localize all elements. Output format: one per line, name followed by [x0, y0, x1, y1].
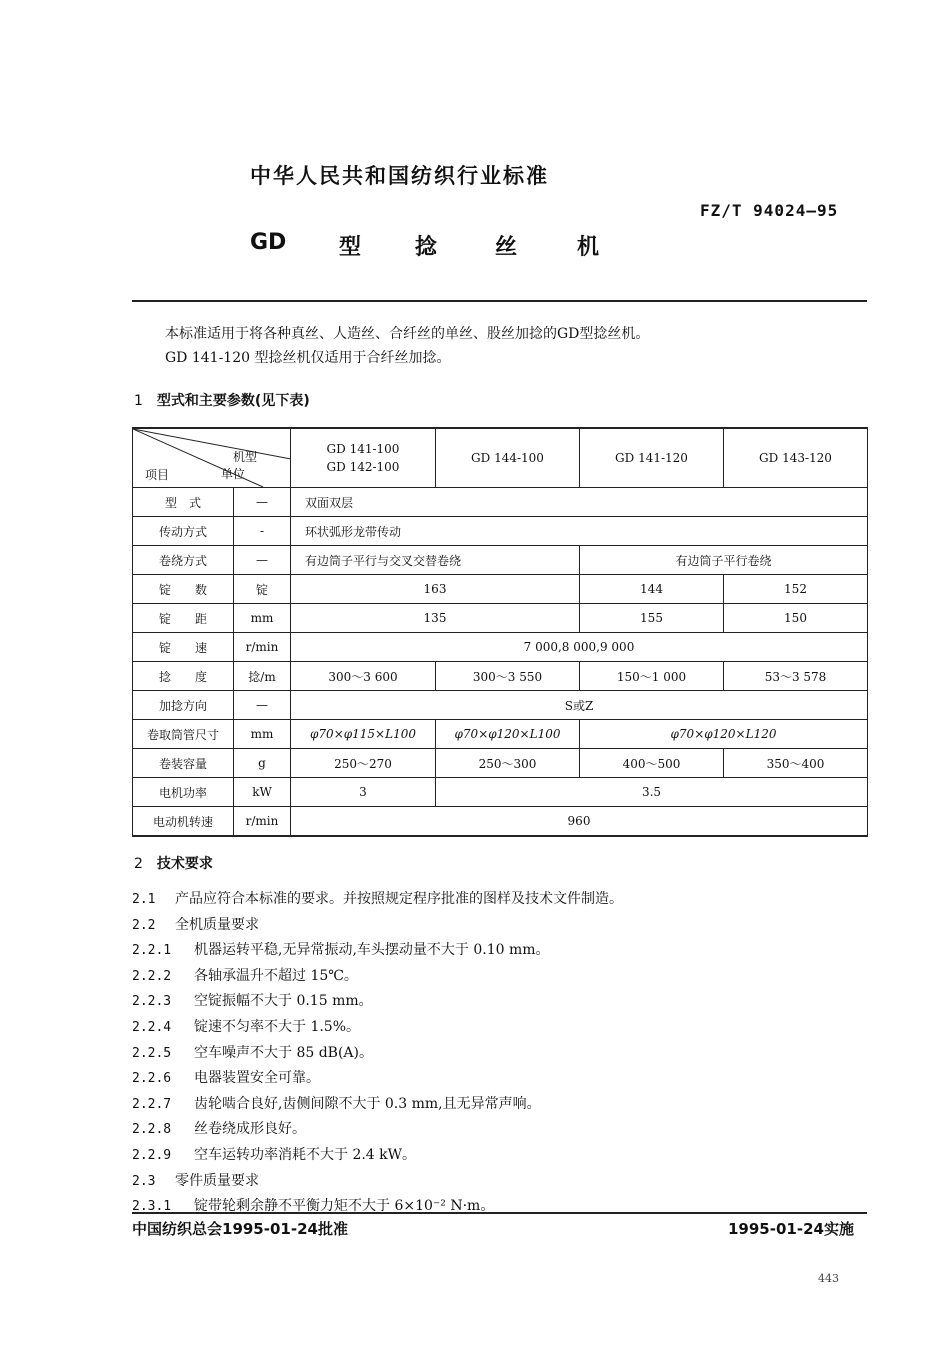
clause-text: 齿轮啮合良好,齿侧间隙不大于 0.3 mm,且无异常声响。	[194, 1095, 541, 1112]
requirements-list	[132, 887, 623, 1220]
clause-number: 2.1	[132, 892, 156, 907]
clause-text: 零件质量要求	[175, 1172, 259, 1189]
clause-text: 锭带轮剩余静不平衡力矩不大于 6×10⁻² N·m。	[194, 1198, 495, 1215]
row-value: 3.5	[436, 778, 868, 807]
table-row	[133, 720, 868, 749]
row-unit: mm	[234, 604, 291, 633]
table-row	[133, 807, 868, 837]
row-value: 有边筒子平行与交叉交替卷绕	[291, 546, 580, 575]
row-label: 锭 距	[133, 604, 234, 633]
clause-number: 2.2.4	[132, 1019, 172, 1035]
section-title: 型式和主要参数(见下表)	[156, 393, 310, 409]
table-row	[133, 778, 868, 807]
row-value: φ70×φ115×L100	[291, 720, 436, 749]
list-item	[132, 1143, 623, 1169]
clause-text: 锭速不匀率不大于 1.5%。	[194, 1018, 361, 1035]
clause-text: 全机质量要求	[175, 916, 259, 933]
row-unit: g	[234, 749, 291, 778]
list-item	[132, 1117, 623, 1143]
row-value: 152	[724, 575, 868, 604]
clause-number: 2.2.9	[132, 1147, 172, 1163]
list-item	[132, 1066, 623, 1092]
clause-number: 2.2	[132, 917, 156, 933]
model-header: GD 143-120	[724, 428, 868, 488]
standard-code: FZ/T 94024—95	[700, 201, 839, 220]
row-label: 电动机转速	[133, 807, 234, 837]
table-row	[133, 575, 868, 604]
footer-divider	[132, 1212, 867, 1214]
title-char: 型	[339, 235, 362, 260]
row-value: 有边筒子平行卷绕	[580, 546, 868, 575]
corner-model-label: 机型	[233, 450, 258, 464]
model-header	[291, 428, 436, 488]
row-value: 300～3 600	[291, 662, 436, 691]
row-value: 144	[580, 575, 724, 604]
row-value: 163	[291, 575, 580, 604]
clause-text: 空车运转功率消耗不大于 2.4 kW。	[194, 1146, 417, 1163]
row-label: 卷绕方式	[133, 546, 234, 575]
clause-number: 2.2.6	[132, 1071, 172, 1087]
list-item	[132, 989, 623, 1015]
row-unit: r/min	[234, 807, 291, 837]
approval-date: 中国纺织总会1995-01-24批准	[132, 1220, 348, 1238]
implementation-date: 1995-01-24实施	[728, 1220, 854, 1238]
row-value: 环状弧形龙带传动	[291, 517, 868, 546]
row-value: 250～270	[291, 749, 436, 778]
clause-number: 2.3	[132, 1173, 156, 1189]
title-char: 丝	[495, 235, 518, 260]
row-value: 3	[291, 778, 436, 807]
list-item	[132, 1092, 623, 1118]
table-row	[133, 633, 868, 662]
model-name: GD 142-100	[326, 460, 400, 474]
list-item	[132, 1194, 623, 1220]
table-row	[133, 546, 868, 575]
row-unit: 捻/m	[234, 662, 291, 691]
table-header-row	[133, 428, 868, 488]
corner-item-label: 项目	[145, 468, 170, 482]
clause-text: 丝卷绕成形良好。	[194, 1121, 306, 1138]
scope-note: GD 141-120 型捻丝机仅适用于合纤丝加捻。	[165, 350, 451, 366]
table-row	[133, 691, 868, 720]
row-value: 135	[291, 604, 580, 633]
row-unit: —	[234, 691, 291, 720]
section-number: 1	[134, 393, 143, 409]
list-item	[132, 1169, 623, 1195]
row-value: φ70×φ120×L120	[580, 720, 868, 749]
row-value: 155	[580, 604, 724, 633]
list-item	[132, 938, 623, 964]
row-value: 53～3 578	[724, 662, 868, 691]
title-char: 捻	[415, 235, 438, 260]
row-label: 电机功率	[133, 778, 234, 807]
row-value: 7 000,8 000,9 000	[291, 633, 868, 662]
row-unit: 锭	[234, 575, 291, 604]
section-title: 技术要求	[156, 856, 213, 872]
row-unit: —	[234, 546, 291, 575]
row-value: φ70×φ120×L100	[436, 720, 580, 749]
corner-unit-label: 单位	[221, 467, 246, 481]
clause-text: 电器装置安全可靠。	[194, 1070, 320, 1087]
model-header: GD 141-120	[580, 428, 724, 488]
clause-number: 2.2.2	[132, 968, 172, 984]
row-unit: -	[234, 517, 291, 546]
list-item	[132, 887, 623, 913]
table-row	[133, 604, 868, 633]
row-unit: mm	[234, 720, 291, 749]
row-label: 卷装容量	[133, 749, 234, 778]
clause-number: 2.2.7	[132, 1096, 172, 1112]
row-value: 150	[724, 604, 868, 633]
row-value: 150～1 000	[580, 662, 724, 691]
clause-number: 2.2.3	[132, 994, 172, 1010]
list-item	[132, 1015, 623, 1041]
table-row	[133, 488, 868, 517]
section-heading	[134, 390, 310, 410]
model-header: GD 144-100	[436, 428, 580, 488]
scope-paragraph: 本标准适用于将各种真丝、人造丝、合纤丝的单丝、股丝加捻的GD型捻丝机。	[165, 326, 650, 342]
row-value: 300～3 550	[436, 662, 580, 691]
clause-number: 2.2.1	[132, 943, 172, 959]
row-label: 加捻方向	[133, 691, 234, 720]
table-row	[133, 749, 868, 778]
row-label: 型 式	[133, 488, 234, 517]
row-label: 传动方式	[133, 517, 234, 546]
header-divider	[132, 300, 867, 302]
row-value: S或Z	[291, 691, 868, 720]
section-number: 2	[134, 856, 143, 872]
list-item	[132, 913, 623, 939]
standard-category-title: 中华人民共和国纺织行业标准	[250, 164, 549, 188]
clause-text: 产品应符合本标准的要求。并按照规定程序批准的图样及技术文件制造。	[175, 891, 623, 907]
model-name: GD 141-100	[326, 442, 400, 456]
parameters-table	[132, 427, 868, 837]
title-char: GD	[250, 230, 287, 255]
row-value: 400～500	[580, 749, 724, 778]
clause-number: 2.2.5	[132, 1045, 172, 1061]
clause-text: 各轴承温升不超过 15℃。	[194, 967, 358, 984]
clause-text: 空车噪声不大于 85 dB(A)。	[194, 1044, 373, 1061]
document-title	[250, 230, 599, 261]
row-label: 锭 速	[133, 633, 234, 662]
page-number: 443	[818, 1272, 839, 1285]
row-label: 卷取筒管尺寸	[133, 720, 234, 749]
list-item	[132, 1041, 623, 1067]
section-heading	[134, 853, 213, 873]
row-value: 350～400	[724, 749, 868, 778]
row-unit: r/min	[234, 633, 291, 662]
title-char: 机	[577, 235, 600, 260]
row-unit: —	[234, 488, 291, 517]
row-value: 250～300	[436, 749, 580, 778]
clause-number: 2.2.8	[132, 1122, 172, 1138]
row-value: 960	[291, 807, 868, 837]
clause-text: 空锭振幅不大于 0.15 mm。	[194, 993, 373, 1010]
corner-header-cell	[133, 428, 291, 488]
table-row	[133, 662, 868, 691]
row-unit: kW	[234, 778, 291, 807]
table-row	[133, 517, 868, 546]
list-item	[132, 964, 623, 990]
clause-number: 2.3.1	[132, 1199, 172, 1215]
clause-text: 机器运转平稳,无异常振动,车头摆动量不大于 0.10 mm。	[194, 942, 550, 959]
row-label: 捻 度	[133, 662, 234, 691]
row-value: 双面双层	[291, 488, 868, 517]
row-label: 锭 数	[133, 575, 234, 604]
